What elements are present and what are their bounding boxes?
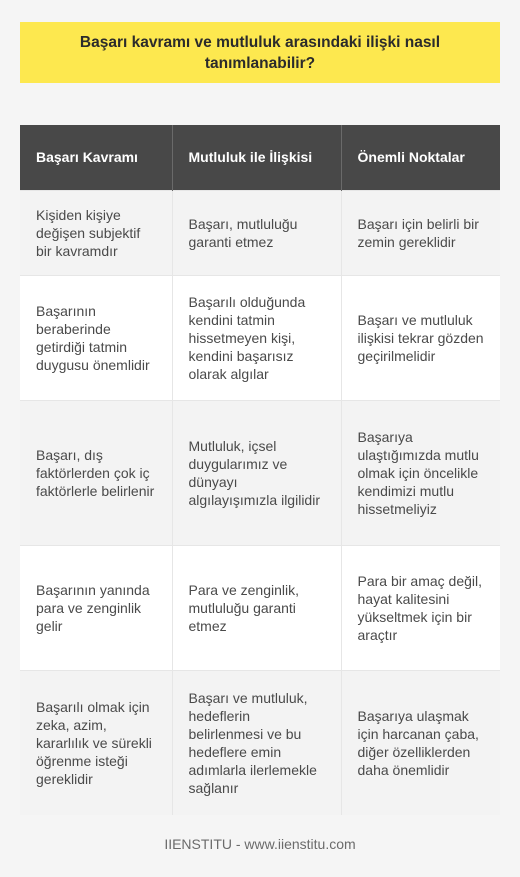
table-row xyxy=(20,275,500,400)
table-header-row xyxy=(20,125,500,190)
page-title: Başarı kavramı ve mutluluk arasındaki ilişki nasıl tanımlanabilir? xyxy=(79,33,441,72)
footer-credit: IIENSTITU - www.iienstitu.com xyxy=(164,836,356,852)
table-row xyxy=(20,545,500,670)
table-cell: Kişiden kişiye değişen subjektif bir kavramdır xyxy=(20,190,172,275)
table-cell: Başarıya ulaştığımızda mutlu olmak için öncelikle kendimizi mutlu hissetmeliyiz xyxy=(341,400,500,545)
table-cell: Başarının beraberinde getirdiği tatmin duygusu önemlidir xyxy=(20,275,172,400)
table-cell: Başarılı olmak için zeka, azim, kararlılık ve sürekli öğrenme isteği gereklidir xyxy=(20,670,172,815)
table-row xyxy=(20,400,500,545)
table-cell: Başarı, dış faktörlerden çok iç faktörlerle belirlenir xyxy=(20,400,172,545)
table-cell: Başarı ve mutluluk ilişkisi tekrar gözden geçirilmelidir xyxy=(341,275,500,400)
table-cell: Para bir amaç değil, hayat kalitesini yükseltmek için bir araçtır xyxy=(341,545,500,670)
table-row xyxy=(20,190,500,275)
column-header: Mutluluk ile İlişkisi xyxy=(172,125,341,190)
column-header: Başarı Kavramı xyxy=(20,125,172,190)
table-cell: Para ve zenginlik, mutluluğu garanti etmez xyxy=(172,545,341,670)
table-cell: Başarıya ulaşmak için harcanan çaba, diğer özelliklerden daha önemlidir xyxy=(341,670,500,815)
column-header: Önemli Noktalar xyxy=(341,125,500,190)
table-cell: Başarılı olduğunda kendini tatmin hissetmeyen kişi, kendini başarısız olarak algılar xyxy=(172,275,341,400)
comparison-table xyxy=(20,125,500,815)
table-cell: Başarı için belirli bir zemin gereklidir xyxy=(341,190,500,275)
title-banner xyxy=(20,22,500,83)
table-cell: Mutluluk, içsel duygularımız ve dünyayı algılayışımızla ilgilidir xyxy=(172,400,341,545)
table-row xyxy=(20,670,500,815)
table-cell: Başarı, mutluluğu garanti etmez xyxy=(172,190,341,275)
table-cell: Başarının yanında para ve zenginlik gelir xyxy=(20,545,172,670)
table-cell: Başarı ve mutluluk, hedeflerin belirlenmesi ve bu hedeflere emin adımlarla ilerlemekle sağlanır xyxy=(172,670,341,815)
